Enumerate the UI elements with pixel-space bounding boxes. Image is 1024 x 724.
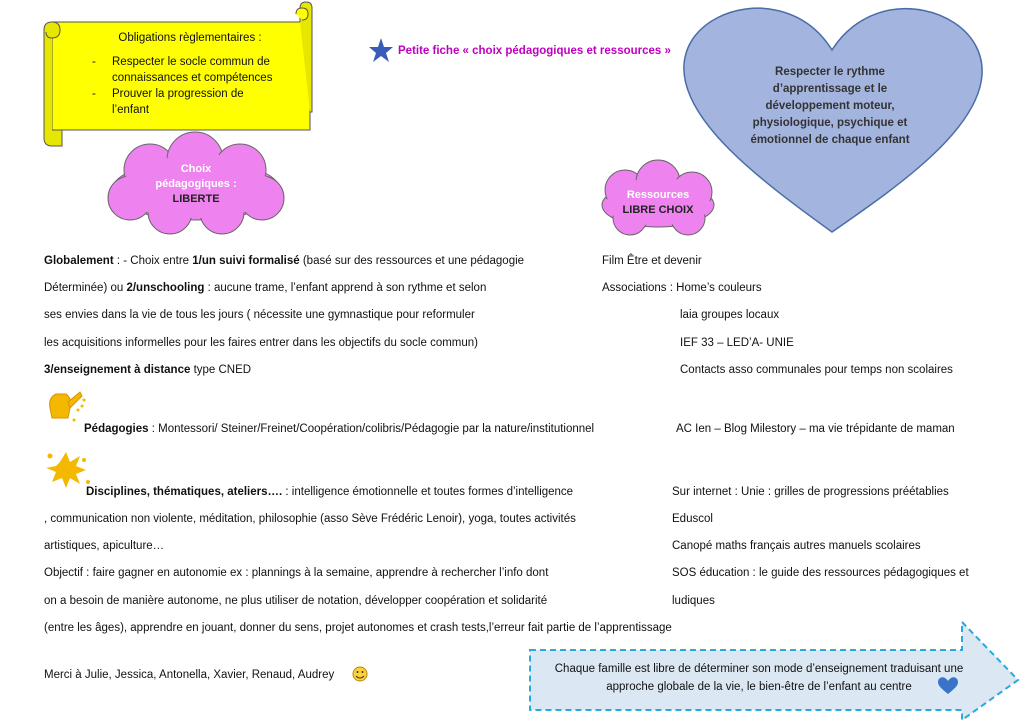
- cloud-line: LIBRE CHOIX: [622, 204, 694, 216]
- text-line: [84, 422, 594, 436]
- heart-text: Respecter le rythme d’apprentissage et le développement moteur, physiologique, psychique et émotionnel de chaque enfant: [750, 66, 910, 146]
- obligation-line: Respecter le socle commun de: [112, 56, 270, 68]
- bullet-dash: -: [92, 56, 96, 68]
- text-line: artistiques, apiculture…: [44, 540, 165, 552]
- cloud-ressources-label: [608, 188, 708, 218]
- obligations-title: Obligations règlementaires :: [118, 32, 262, 44]
- text-line: ses envies dans la vie de tous les jours ( nécessite une gymnastique pour reformuler: [44, 309, 475, 321]
- text-line: [44, 281, 486, 295]
- text-line: [44, 254, 524, 268]
- text-span: : intelligence émotionnelle et toutes formes d’intelligence: [282, 486, 574, 498]
- text-line: [86, 485, 573, 499]
- obligation-line: l’enfant: [112, 104, 150, 116]
- bold-label: Pédagogies: [84, 423, 149, 435]
- text-span: : - Choix entre: [113, 255, 193, 267]
- watering-can-icon: [50, 392, 86, 422]
- cloud-line: Choix: [180, 163, 212, 175]
- text-line: on a besoin de manière autonome, ne plus utiliser de notation, développer coopération et solidarité: [44, 595, 548, 607]
- arrow-line: approche globale de la vie, le bien-être de l’enfant au centre: [606, 681, 912, 693]
- star-icon: [369, 38, 393, 62]
- obligations-list: [80, 54, 300, 118]
- text-line: (entre les âges), apprendre en jouant, donner du sens, projet autonomes et crash tests,l’erreur fait partie de l’apprentissage: [44, 622, 672, 634]
- text-span: (basé sur des ressources et une pédagogie: [299, 255, 525, 267]
- resource-item: Contacts asso communales pour temps non scolaires: [680, 364, 953, 376]
- resource-item: laia groupes locaux: [680, 309, 780, 321]
- obligation-item: [80, 54, 300, 86]
- arrow-line: Chaque famille est libre de déterminer son mode d’enseignement traduisant une: [554, 663, 964, 675]
- obligations-box: [80, 30, 300, 118]
- text-line: Objectif : faire gagner en autonomie ex : plannings à la semaine, apprendre à rechercher l’info dont: [44, 567, 549, 579]
- bold-label: 3/enseignement à distance: [44, 364, 191, 376]
- resource-item: Film Être et devenir: [602, 255, 702, 267]
- cloud-line: LIBERTE: [172, 193, 220, 205]
- cloud-line: Ressources: [626, 189, 690, 201]
- cloud-line: pédagogiques :: [155, 178, 237, 190]
- bold-label: 2/unschooling: [126, 282, 205, 294]
- resource-item: Sur internet : Unie : grilles de progressions préétablies: [672, 486, 949, 498]
- obligation-line: connaissances et compétences: [112, 72, 273, 84]
- text-span: type CNED: [190, 364, 252, 376]
- obligation-item: [80, 86, 300, 118]
- text-line: , communication non violente, méditation, philosophie (asso Sève Frédéric Lenoir), yoga, toutes activités: [44, 513, 576, 525]
- bold-label: Disciplines, thématiques, ateliers….: [86, 486, 283, 498]
- paint-splash-icon: [46, 452, 90, 488]
- thanks-line: Merci à Julie, Jessica, Antonella, Xavier, Renaud, Audrey: [44, 669, 335, 681]
- resource-item: ludiques: [672, 595, 715, 607]
- text-line: [44, 363, 251, 377]
- resource-item: SOS éducation : le guide des ressources pédagogiques et: [672, 567, 969, 579]
- bold-label: Globalement: [44, 255, 114, 267]
- resource-item: AC Ien – Blog Milestory – ma vie trépidante de maman: [676, 423, 955, 435]
- bold-label: 1/un suivi formalisé: [192, 255, 300, 267]
- bullet-dash: -: [92, 88, 96, 100]
- text-span: : aucune trame, l’enfant apprend à son rythme et selon: [204, 282, 487, 294]
- resource-item: Canopé maths français autres manuels scolaires: [672, 540, 921, 552]
- text-span: Déterminée) ou: [44, 282, 127, 294]
- arrow-text: [534, 660, 984, 696]
- text-line: les acquisitions informelles pour les faires entrer dans les objectifs du socle commun): [44, 337, 479, 349]
- page-title: Petite fiche « choix pédagogiques et ressources »: [398, 45, 671, 57]
- text-span: : Montessori/ Steiner/Freinet/Coopération/colibris/Pédagogie par la nature/institutionnel: [148, 423, 595, 435]
- resource-item: Eduscol: [672, 513, 713, 525]
- resource-item: Associations : Home’s couleurs: [602, 282, 762, 294]
- smiley-icon: [353, 667, 367, 681]
- obligation-line: Prouver la progression de: [112, 88, 244, 100]
- cloud-choix-label: [136, 162, 256, 207]
- resource-item: IEF 33 – LED’A- UNIE: [680, 337, 794, 349]
